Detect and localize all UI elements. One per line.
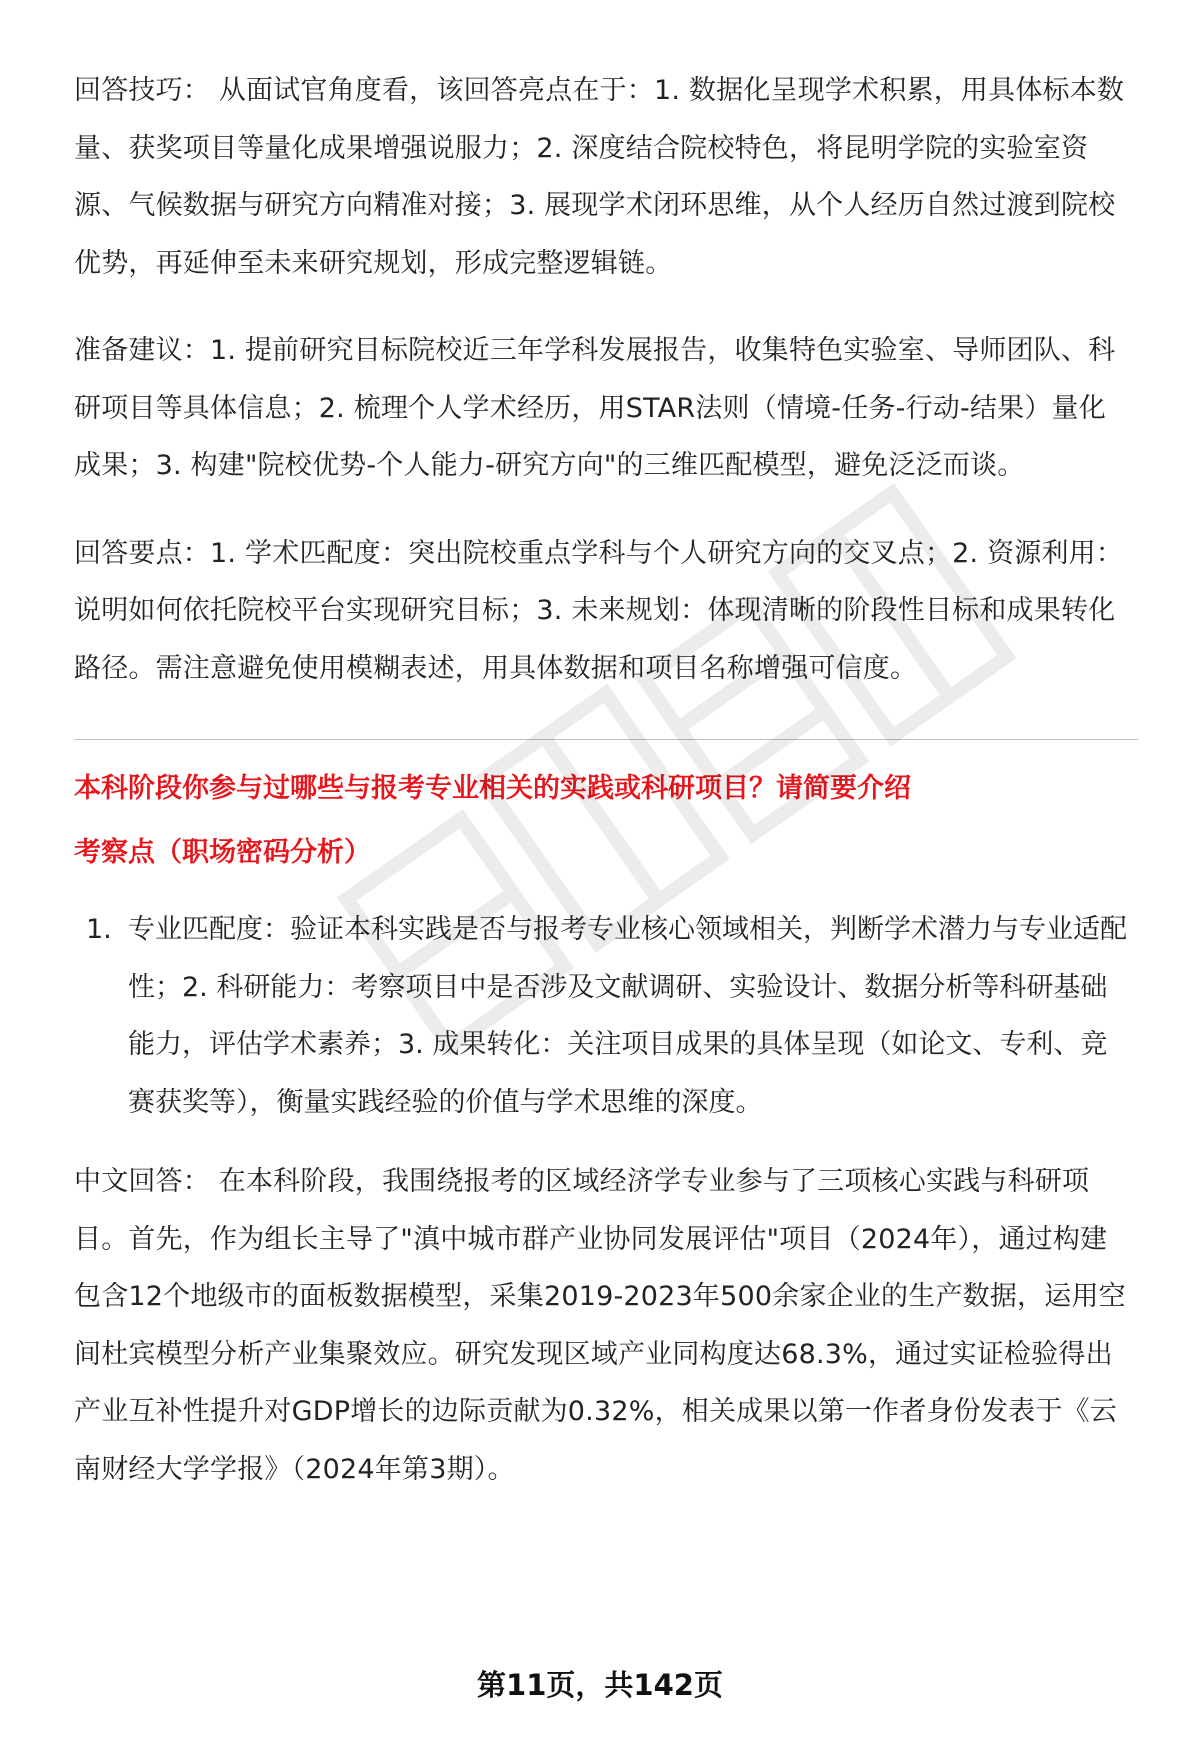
assessment-points-list: [74, 901, 1132, 1131]
answer-tips-paragraph: 回答技巧： 从面试官角度看，该回答亮点在于：1. 数据化呈现学术积累，用具体标本数量、获奖项目等量化成果增强说服力；2. 深度结合院校特色，将昆明学院的实验室资源、气候数据与研究方向精准对接；3. 展现学术闭环思维，从个人经历自然过渡到院校优势，再延伸至未来研究规划，形成完整逻辑链。: [74, 75, 1125, 279]
page-number-footer: 第11页，共142页: [477, 1668, 723, 1702]
answer-key-points-paragraph: 回答要点：1. 学术匹配度：突出院校重点学科与个人研究方向的交叉点；2. 资源利用：说明如何依托院校平台实现研究目标；3. 未来规划：体现清晰的阶段性目标和成果转化路径。需注意避免使用模糊表述，用具体数据和项目名称增强可信度。: [74, 537, 1124, 684]
list-item-text: 专业匹配度：验证本科实践是否与报考专业核心领域相关，判断学术潜力与专业适配性；2. 科研能力：考察项目中是否涉及文献调研、实验设计、数据分析等科研基础能力，评估学术素养；3. 成果转化：关注项目成果的具体呈现（如论文、专利、竞赛获奖等），衡量实践经验的价值与学术思维的深度。: [128, 914, 1127, 1118]
assessment-points-heading: 考察点（职场密码分析）: [74, 837, 371, 868]
chinese-answer-paragraph: 中文回答： 在本科阶段，我围绕报考的区域经济学专业参与了三项核心实践与科研项目。首先，作为组长主导了"滇中城市群产业协同发展评估"项目（2024年），通过构建包含12个地级市的面板数据模型，采集2019-2023年500余家企业的生产数据，运用空间杜宾模型分析产业集聚效应。研究发现区域产业同构度达68.3%，通过实证检验得出产业互补性提升对GDP增长的边际贡献为0.32%，相关成果以第一作者身份发表于《云南财经大学学报》（2024年第3期）。: [74, 1166, 1126, 1485]
list-item-number: 1.: [86, 914, 112, 945]
list-item: [74, 901, 1132, 1131]
preparation-advice-paragraph: 准备建议：1. 提前研究目标院校近三年学科发展报告，收集特色实验室、导师团队、科研项目等具体信息；2. 梳理个人学术经历，用STAR法则（情境-任务-行动-结果）量化成果；3. 构建"院校优势-个人能力-研究方向"的三维匹配模型，避免泛泛而谈。: [74, 335, 1116, 481]
section-divider: [74, 739, 1138, 740]
question-heading: 本科阶段你参与过哪些与报考专业相关的实践或科研项目？请简要介绍: [74, 773, 911, 804]
